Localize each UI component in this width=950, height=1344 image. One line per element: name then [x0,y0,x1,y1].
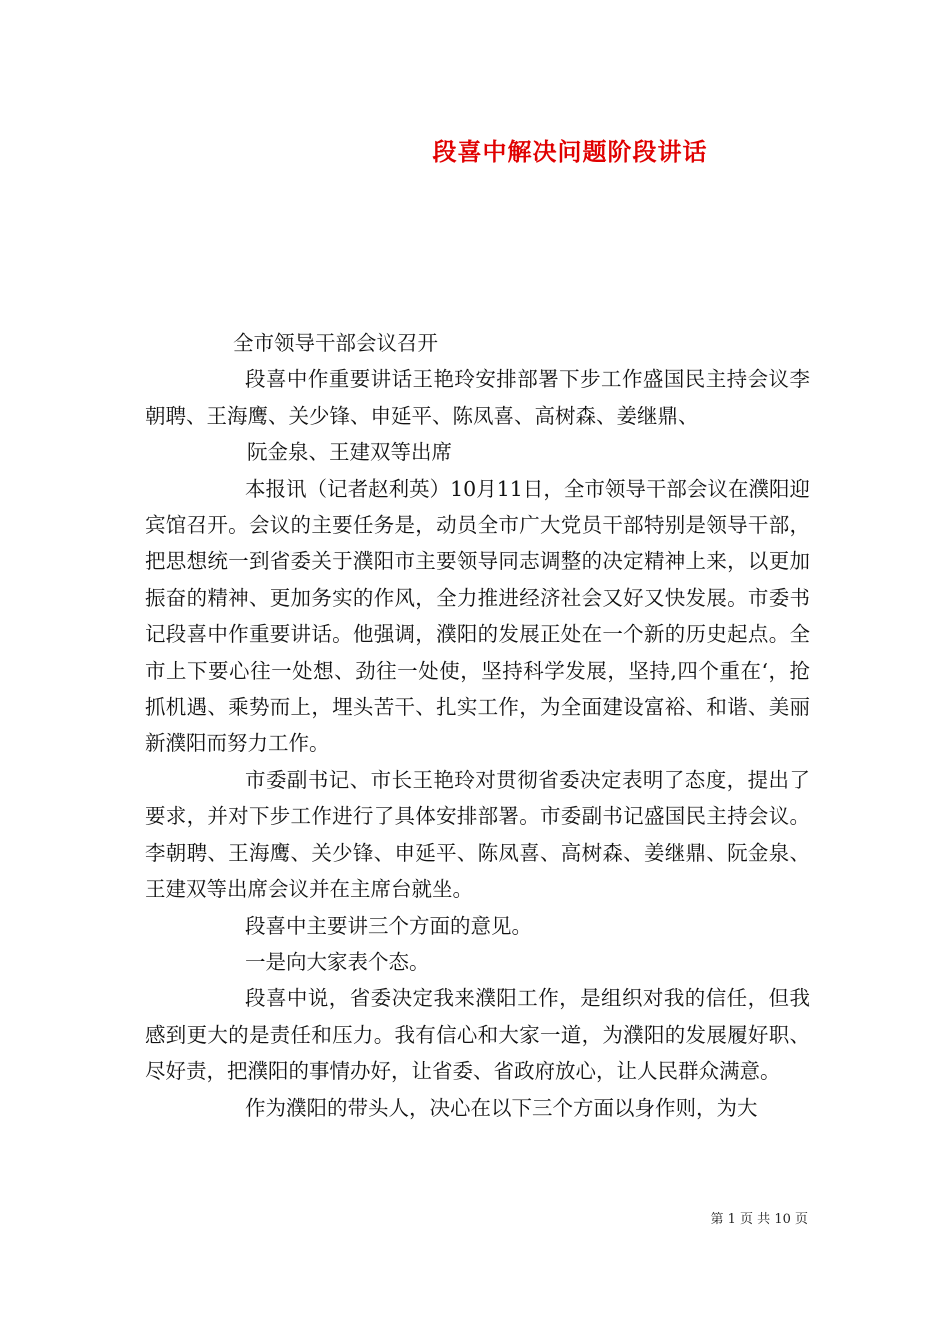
subhead-attendees: 阮金泉、王建双等出席 [247,440,452,465]
subhead-speakers: 段喜中作重要讲话王艳玲安排部署下步工作盛国民主持会议李朝聘、王海鹰、关少锋、申延平、陈凤喜、高树森、姜继鼎、 [145,367,810,428]
paragraph: 市委副书记、市长王艳玲对贯彻省委决定表明了态度，提出了要求，并对下步工作进行了具体安排部署。市委副书记盛国民主持会议。李朝聘、王海鹰、关少锋、申延平、陈凤喜、高树森、姜继鼎、阮金泉、王建双等出席会议并在主席台就坐。 [145,767,810,902]
paragraph: 作为濮阳的带头人，决心在以下三个方面以身作则，为大 [245,1095,758,1120]
paragraph: 本报讯（记者赵利英）10月11日，全市领导干部会议在濮阳迎宾馆召开。会议的主要任务是，动员全市广大党员干部特别是领导干部，把思想统一到省委关于濮阳市主要领导同志调整的决定精神上来，以更加振奋的精神、更加务实的作风，全力推进经济社会又好又快发展。市委书记段喜中作重要讲话。他强调，濮阳的发展正处在一个新的历史起点。全市上下要心往一处想、劲往一处使，坚持科学发展，坚持,四个重在‘，抢抓机遇、乘势而上，埋头苦干、扎实工作，为全面建设富裕、和谐、美丽新濮阳而努力工作。 [145,476,810,756]
subhead-speakers-wrap [145,361,810,434]
document-body [145,325,810,1126]
paragraph: 段喜中说，省委决定我来濮阳工作，是组织对我的信任，但我感到更大的是责任和压力。我有信心和大家一道，为濮阳的发展履好职、尽好责，把濮阳的事情办好，让省委、省政府放心，让人民群众满意。 [145,986,810,1084]
paragraph: 段喜中主要讲三个方面的意见。 [245,913,532,938]
document-title: 段喜中解决问题阶段讲话 [432,137,708,166]
subhead-meeting: 全市领导干部会议召开 [233,331,438,355]
page-number: 第 1 页 共 10 页 [710,1212,808,1227]
paragraph: 一是向大家表个态。 [245,949,430,974]
